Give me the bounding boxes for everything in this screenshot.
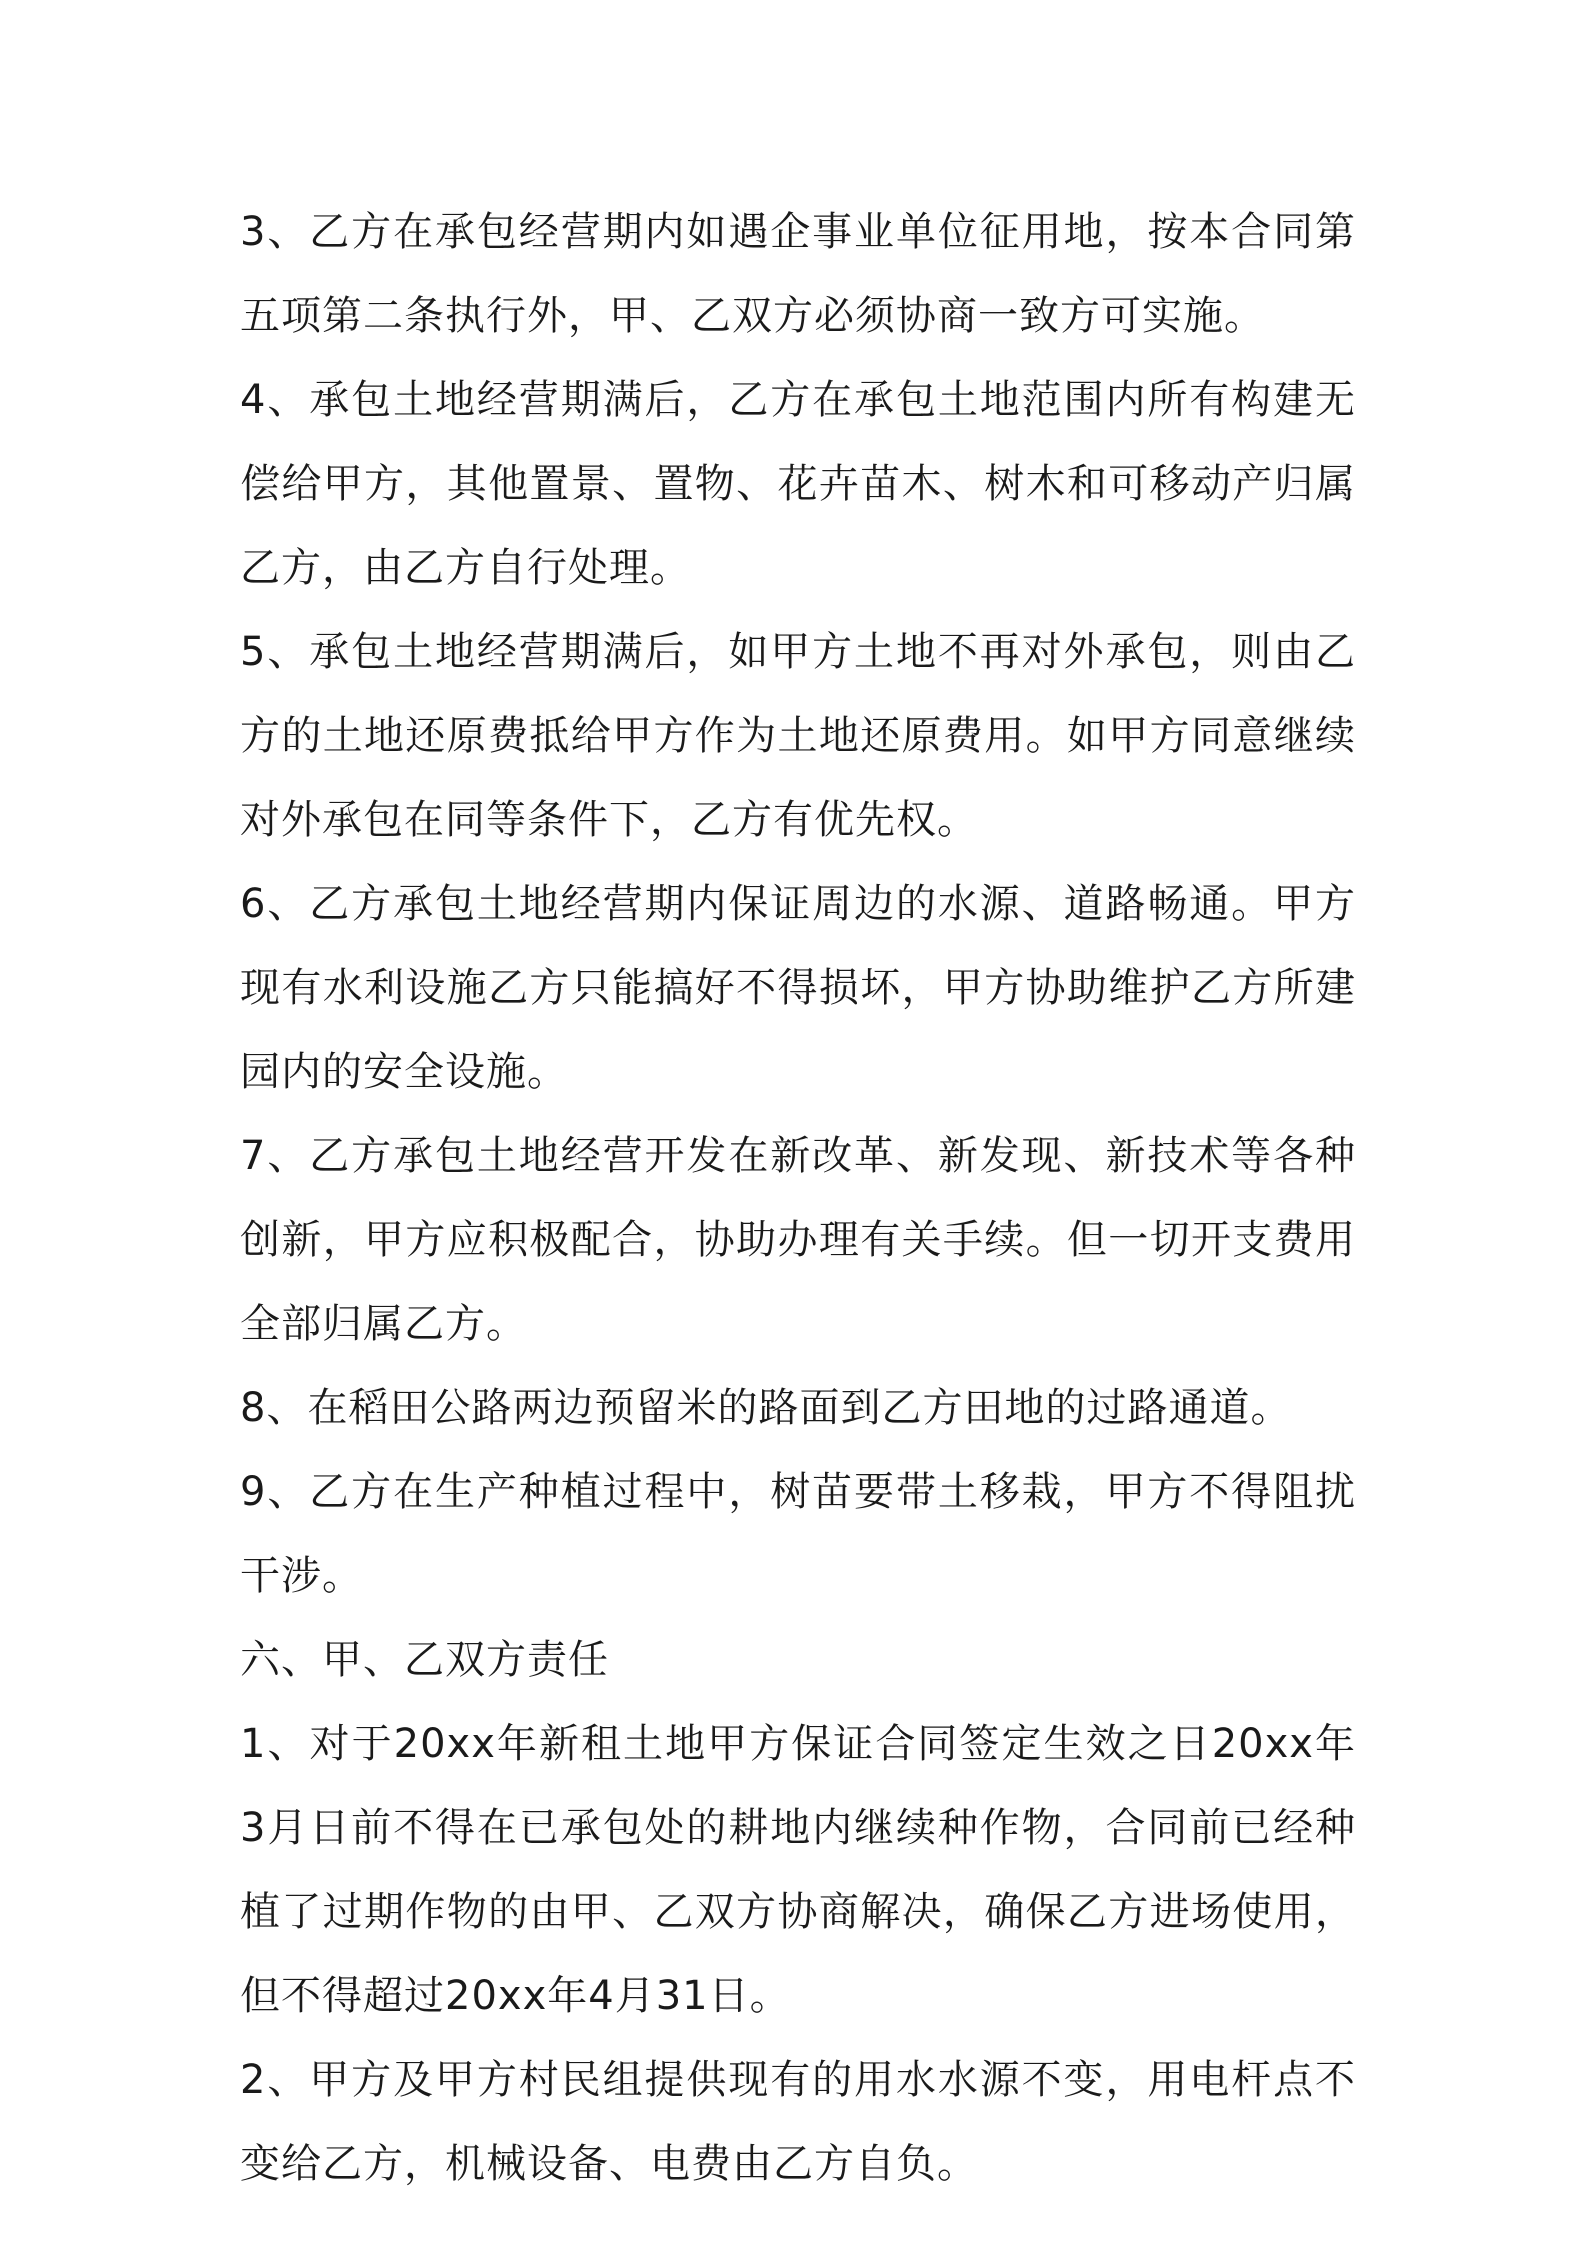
clause-6-2: 2、甲方及甲方村民组提供现有的用水水源不变，用电杆点不变给乙方，机械设备、电费由乙方自负。 xyxy=(240,2057,1356,2187)
clause-5-8: 8、在稻田公路两边预留米的路面到乙方田地的过路通道。 xyxy=(240,1385,1292,1431)
clause-5-5: 5、承包土地经营期满后，如甲方土地不再对外承包，则由乙方的土地还原费抵给甲方作为土地还原费用。如甲方同意继续对外承包在同等条件下，乙方有优先权。 xyxy=(240,629,1356,843)
clause-5-3: 3、乙方在承包经营期内如遇企事业单位征用地，按本合同第五项第二条执行外，甲、乙双方必须协商一致方可实施。 xyxy=(240,209,1356,339)
clause-5-7: 7、乙方承包土地经营开发在新改革、新发现、新技术等各种创新，甲方应积极配合，协助办理有关手续。但一切开支费用全部归属乙方。 xyxy=(240,1133,1356,1347)
clause-5-4: 4、承包土地经营期满后，乙方在承包土地范围内所有构建无偿给甲方，其他置景、置物、花卉苗木、树木和可移动产归属乙方，由乙方自行处理。 xyxy=(240,377,1356,591)
clause-5-9: 9、乙方在生产种植过程中，树苗要带土移栽，甲方不得阻扰干涉。 xyxy=(240,1469,1356,1599)
clause-5-6: 6、乙方承包土地经营期内保证周边的水源、道路畅通。甲方现有水利设施乙方只能搞好不得损坏，甲方协助维护乙方所建园内的安全设施。 xyxy=(240,881,1356,1095)
document-body xyxy=(240,190,1356,2206)
section-heading-6: 六、甲、乙双方责任 xyxy=(240,1637,609,1683)
clause-6-1: 1、对于20xx年新租土地甲方保证合同签定生效之日20xx年3月日前不得在已承包处的耕地内继续种作物，合同前已经种植了过期作物的由甲、乙双方协商解决，确保乙方进场使用，但不得超过20xx年4月31日。 xyxy=(240,1721,1356,2019)
